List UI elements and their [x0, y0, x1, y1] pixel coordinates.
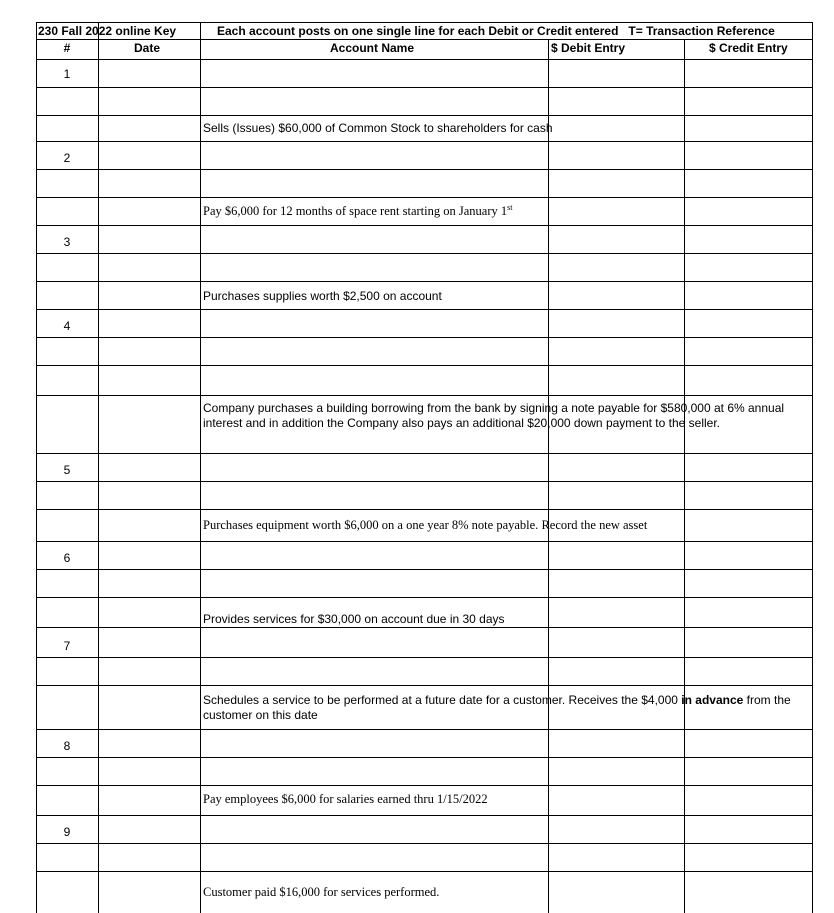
transaction-description: Sells (Issues) $60,000 of Common Stock to shareholders for cash	[203, 121, 553, 135]
row-border	[36, 365, 813, 366]
col-border-right	[812, 22, 813, 913]
ordinal-suffix: st	[507, 202, 513, 212]
row-border	[36, 657, 813, 658]
col-border-date-account	[200, 22, 201, 913]
transaction-description: Purchases equipment worth $6,000 on a one year 8% note payable. Record the new asset	[203, 518, 648, 532]
transaction-description: Customer paid $16,000 for services performed.	[203, 885, 440, 899]
row-border	[36, 481, 813, 482]
transaction-description: Purchases supplies worth $2,500 on account	[203, 289, 442, 303]
column-header-debit: $ Debit Entry	[551, 41, 626, 55]
row-border	[36, 453, 813, 454]
transaction-description-text: Pay $6,000 for 12 months of space rent starting on January 1	[203, 204, 508, 218]
transaction-number: 9	[63, 825, 71, 839]
row-border	[36, 281, 813, 282]
transaction-number: 1	[63, 67, 71, 81]
transaction-number: 8	[63, 739, 71, 753]
row-border	[36, 309, 813, 310]
row-border	[36, 59, 813, 60]
transaction-description-text: from the customer on this date	[203, 693, 791, 722]
transaction-description: Pay employees $6,000 for salaries earned thru 1/15/2022	[203, 792, 488, 806]
row-border	[36, 627, 813, 628]
row-border	[36, 541, 813, 542]
col-border-account-debit	[548, 39, 549, 913]
row-border	[36, 843, 813, 844]
row-border	[36, 815, 813, 816]
row-border	[36, 87, 813, 88]
row-border	[36, 685, 813, 686]
row-border	[36, 197, 813, 198]
transaction-description	[203, 204, 743, 218]
transaction-description-emphasis: in advance	[681, 693, 744, 707]
transaction-number: 7	[63, 639, 71, 653]
transaction-description	[203, 693, 808, 723]
row-border	[36, 169, 813, 170]
row-border	[36, 22, 813, 23]
col-border-debit-credit	[684, 39, 685, 913]
row-border	[36, 141, 813, 142]
row-border	[36, 225, 813, 226]
transaction-number: 4	[63, 319, 71, 333]
transaction-number: 6	[63, 551, 71, 565]
row-border	[36, 253, 813, 254]
row-border	[36, 871, 813, 872]
transaction-description: Company purchases a building borrowing from the bank by signing a note payable for $580,000 at 6% annual interest and in addition the Company also pays an additional $20,000 down payment to the seller.	[203, 401, 785, 430]
row-border	[36, 509, 813, 510]
row-border	[36, 757, 813, 758]
transaction-number: 3	[63, 235, 71, 249]
instructions-header: Each account posts on one single line for each Debit or Credit entered T= Transaction Reference	[217, 24, 775, 38]
row-border	[36, 337, 813, 338]
row-border	[36, 785, 813, 786]
column-header-date: Date	[134, 41, 161, 55]
row-border	[36, 569, 813, 570]
column-header-number: #	[63, 41, 71, 55]
transaction-number: 5	[63, 463, 71, 477]
col-border-num-date	[98, 22, 99, 913]
column-header-credit: $ Credit Entry	[709, 41, 788, 55]
transaction-description-text: Schedules a service to be performed at a future date for a customer. Receives the $4,000	[203, 693, 682, 707]
transaction-number: 2	[63, 151, 71, 165]
row-border	[36, 115, 813, 116]
row-border	[36, 395, 813, 396]
transaction-description: Provides services for $30,000 on account due in 30 days	[203, 612, 505, 626]
key-label: 230 Fall 2022 online Key	[38, 24, 177, 38]
row-border	[36, 729, 813, 730]
row-border	[36, 597, 813, 598]
row-border	[36, 39, 813, 40]
column-header-account: Account Name	[330, 41, 415, 55]
